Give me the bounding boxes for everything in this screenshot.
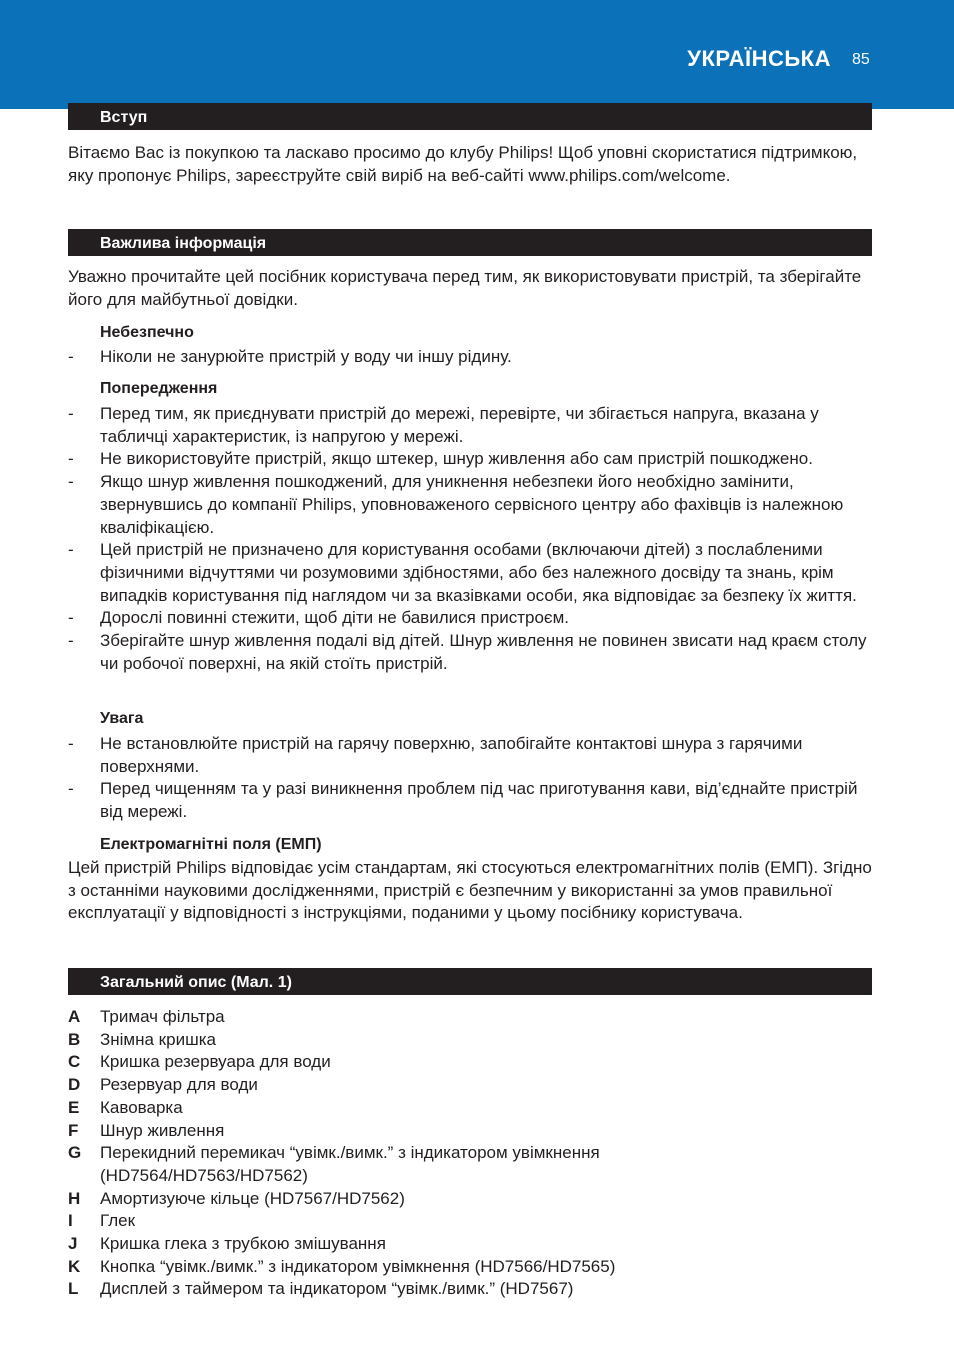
parts-list <box>68 1006 878 1301</box>
list-item: D Резервуар для води <box>68 1075 258 1095</box>
page-number: 85 <box>852 51 870 68</box>
list-item: H Амортизуюче кільце (HD7567/HD7562) <box>68 1188 405 1208</box>
emf-text: Цей пристрій Philips відповідає усім стандартам, які стосуються електромагнітних полів (ЕМП). Згідно з останніми науковими дослідженнями, пристрій є безпечним у використанні за умов правильної експлуатації у відповідності з інструкціями, поданими у цьому посібнику користувача. <box>68 858 872 923</box>
warning-list <box>68 403 878 675</box>
list-item: J Кришка глека з трубкою змішування <box>68 1234 386 1254</box>
language-title: УКРАЇНСЬКА <box>687 46 831 71</box>
list-item: C Кришка резервуара для води <box>68 1052 331 1072</box>
list-item: F Шнур живлення <box>68 1120 225 1140</box>
section-heading-important: Важлива інформація <box>68 229 872 256</box>
list-item: - Не встановлюйте пристрій на гарячу поверхню, запобігайте контактові шнура з гарячими поверхнями. <box>68 734 803 776</box>
danger-heading: Небезпечно <box>100 324 194 341</box>
list-item: G Перекидний перемикач “увімк./вимк.” з індикатором увімкнення (HD7564/HD7563/HD7562) <box>68 1143 600 1185</box>
list-item: - Якщо шнур живлення пошкоджений, для уникнення небезпеки його необхідно замінити, звернувшись до компанії Philips, уповноваженого сервісного центру або фахівців із належною кваліфікацією. <box>68 472 844 537</box>
danger-list <box>68 346 878 369</box>
list-item: - Ніколи не занурюйте пристрій у воду чи іншу рідину. <box>68 347 512 366</box>
caution-list <box>68 733 878 824</box>
emf-heading: Електромагнітні поля (ЕМП) <box>100 836 322 853</box>
important-text: Уважно прочитайте цей посібник користувача перед тим, як використовувати пристрій, та зберігайте його для майбутньої довідки. <box>68 267 862 309</box>
list-item: - Зберігайте шнур живлення подалі від дітей. Шнур живлення не повинен звисати над краєм столу чи робочої поверхні, на якій стоїть пристрій. <box>68 631 867 673</box>
list-item: E Кавоварка <box>68 1097 183 1117</box>
header-bar <box>0 0 954 109</box>
intro-text: Вітаємо Вас із покупкою та ласкаво просимо до клубу Philips! Щоб уповні скористатися підтримкою, яку пропонує Philips, зареєструйте свій виріб на веб-сайті www.philips.com/welcome. <box>68 143 858 185</box>
warning-heading: Попередження <box>100 380 218 397</box>
list-item: K Кнопка “увімк./вимк.” з індикатором увімкнення (HD7566/HD7565) <box>68 1256 616 1276</box>
list-item: - Перед чищенням та у разі виникнення проблем під час приготування кави, від’єднайте пристрій від мережі. <box>68 779 858 822</box>
list-item: I Глек <box>68 1211 136 1231</box>
list-item: - Не використовуйте пристрій, якщо штекер, шнур живлення або сам пристрій пошкоджено. <box>68 449 813 469</box>
section-heading-intro: Вступ <box>68 103 872 130</box>
caution-heading: Увага <box>100 710 144 727</box>
list-item: - Перед тим, як приєднувати пристрій до мережі, перевірте, чи збігається напруга, вказана у табличці характеристик, із напругою у мережі. <box>68 404 819 446</box>
list-item: L Дисплей з таймером та індикатором “увімк./вимк.” (HD7567) <box>68 1279 574 1299</box>
section-heading-general: Загальний опис (Мал. 1) <box>68 968 872 995</box>
list-item: A Тримач фільтра <box>68 1007 225 1026</box>
list-item: - Дорослі повинні стежити, щоб діти не бавилися пристроєм. <box>68 608 569 628</box>
list-item: - Цей пристрій не призначено для користування особами (включаючи дітей) з послабленими фізичними відчуттями чи розумовими здібностями, або без належного досвіду та знань, крім випадків користування під наглядом чи за вказівками особи, яка відповідає за безпеку їх життя. <box>68 540 857 605</box>
list-item: B Знімна кришка <box>68 1029 216 1049</box>
